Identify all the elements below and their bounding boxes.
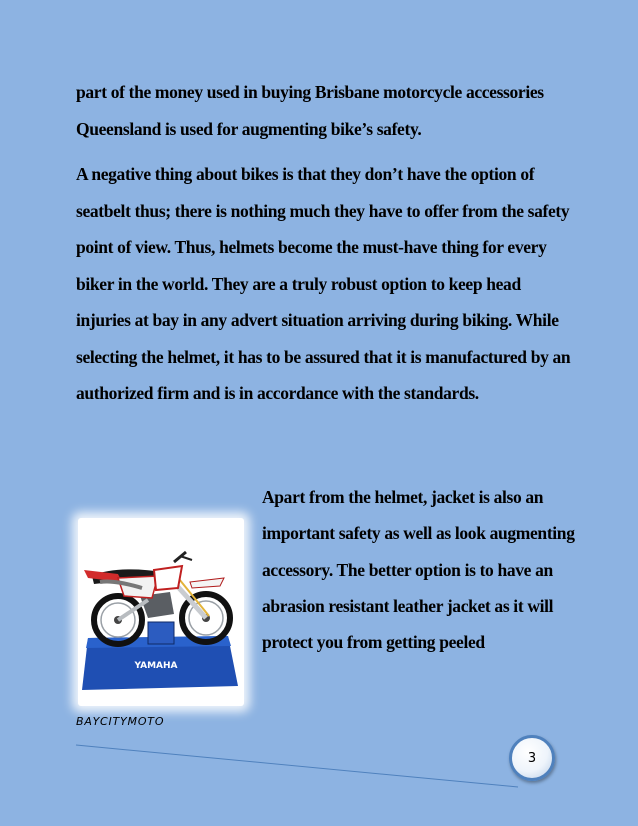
yamaha-mat-text: YAMAHA: [134, 661, 178, 671]
page-number: 3: [527, 750, 537, 766]
paragraph-helmets: A negative thing about bikes is that they don’t have the option of seatbelt thus; there is nothing much they have to offer from the safety point of view. Thus, helmets become the must-have thing for every biker in the world. They are a truly robust option to keep head injuries at bay in any advert situation arriving during biking. While selecting the helmet, it has to be assured that it is manufactured by an authorized firm and is in accordance with the standards.: [76, 164, 571, 403]
paragraph-intro: part of the money used in buying Brisbane motorcycle accessories Queensland is used for augmenting bike’s safety.: [76, 82, 544, 139]
page-number-badge: [509, 735, 555, 781]
footer-brand: BAYCITYMOTO: [76, 715, 165, 728]
paragraph-jacket: Apart from the helmet, jacket is also an important safety as well as look augmenting accessory. The better option is to have an abrasion resistant leather jacket as it will protect you from getting peeled: [262, 487, 575, 653]
